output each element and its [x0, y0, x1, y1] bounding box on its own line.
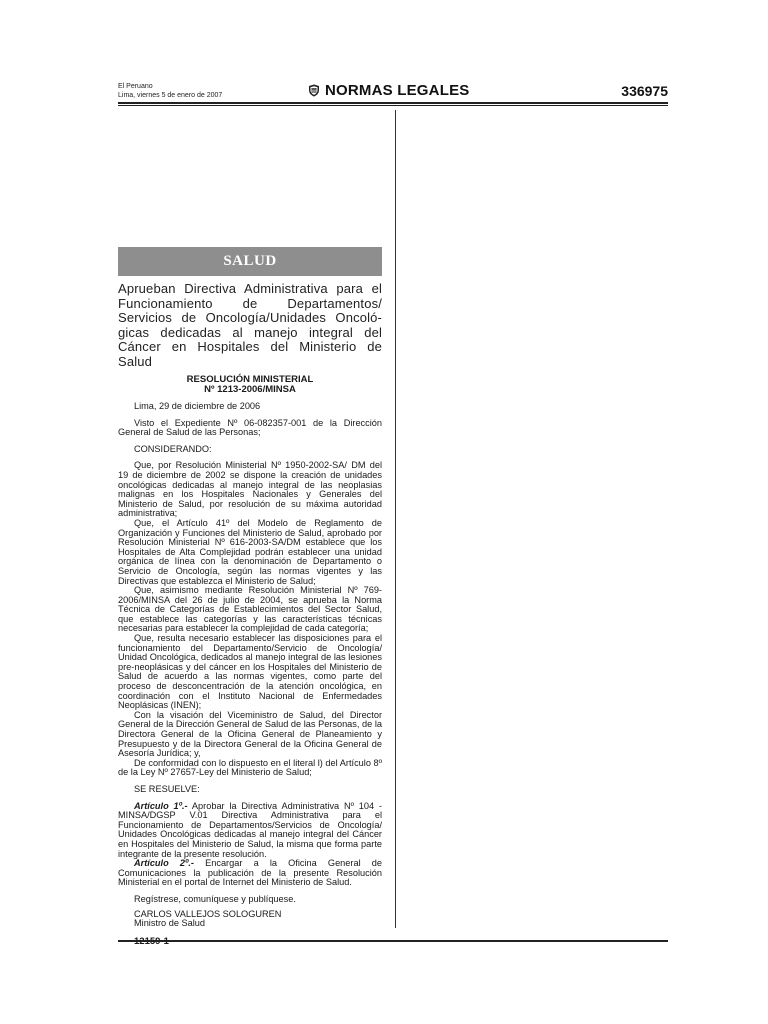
footer-rule	[118, 940, 668, 942]
considerando-3: Que, asimismo mediante Resolución Ministerial Nº 769-2006/MINSA del 26 de julio de 2004, se aprueba la Norma Técnica de Categorías de Establecimientos del Sector Salud, que establece las categorías y las características técnicas necesarias para establecer la complejidad de cada categoría;	[118, 585, 382, 634]
article-headline: Aprueban Directiva Administrativa para el Funcionamiento de Departamentos/ Servicios de Oncología/Unidades Oncoló- gicas dedicadas al manejo integral del Cáncer en Hospitales del Ministerio de Salud	[118, 281, 382, 369]
considerando-heading: CONSIDERANDO:	[134, 443, 212, 454]
coat-of-arms-icon	[308, 84, 320, 97]
resolution-date: Lima, 29 de diciembre de 2006	[134, 401, 261, 411]
considerando-2: Que, el Artículo 41º del Modelo de Reglamento de Organización y Funciones del Ministerio de Salud, aprobado por Resolución Ministerial Nº 616-2003-SA/DM establece que los Hospitales de Alta Complejidad podrán establecer una unidad orgánica de línea con la denominación de Departamento o Servicio de Oncología, según las normas vigentes y las Directivas que establezca el Ministerio de Salud;	[118, 517, 382, 586]
article-1-text: Aprobar la Directiva Administrativa Nº 104 -MINSA/DGSP V.01 Directiva Administrativa para el Funcionamiento de Departamentos/Servicios de Oncología/ Unidades Oncológicas dedicadas al manejo integral del Cáncer en Hospitales del Ministerio de Salud, la misma que forma parte integrante de la presente resolución.	[118, 800, 382, 859]
section-title: NORMAS LEGALES	[325, 82, 470, 99]
resolution-number: Nº 1213-2006/MINSA	[204, 384, 296, 395]
signer-name: CARLOS VALLEJOS SOLOGUREN	[134, 908, 282, 919]
header-center	[308, 82, 469, 99]
issue-date: Lima, viernes 5 de enero de 2007	[118, 92, 223, 99]
page-number: 336975	[621, 83, 668, 99]
paragraph-visto: Visto el Expediente Nº 06-082357-001 de la Dirección General de Salud de las Personas;	[118, 417, 382, 438]
closing-formula: Regístrese, comuníquese y publíquese.	[134, 893, 296, 904]
section-banner-label: SALUD	[223, 253, 277, 269]
article-1	[118, 802, 382, 860]
article-2-label: Artículo 2º.-	[134, 858, 194, 869]
section-banner	[118, 247, 382, 276]
newspaper-name: El Peruano	[118, 83, 153, 90]
article-1-label: Artículo 1º.-	[134, 800, 188, 811]
considerando-5: Con la visación del Viceministro de Salud, del Director General de la Dirección General de Salud de las Personas, de la Directora General de la Oficina General de Planeamiento y Presupuesto y de la Directora General de la Oficina General de Asesoría Jurídica; y,	[118, 709, 382, 759]
header-rule-thin	[118, 105, 668, 106]
resolution-title	[118, 375, 382, 395]
article-column	[118, 282, 382, 946]
column-divider	[395, 110, 396, 928]
header-rule	[118, 102, 668, 104]
article-2-text: Encargar a la Oficina General de Comunicaciones la publicación de la presente Resolución Ministerial en el portal de Internet del Ministerio de Salud.	[118, 858, 382, 888]
signer-role: Ministro de Salud	[134, 918, 205, 929]
resuelve-heading: SE RESUELVE:	[134, 783, 200, 794]
considerando-1: Que, por Resolución Ministerial Nº 1950-2002-SA/ DM del 19 de diciembre de 2002 se dispone la creación de unidades oncológicas dedicadas al manejo integral de las neoplasias malignas en los Hospitales Nacionales y Generales del Ministerio de Salud, por resolución de su máxima autoridad administrativa;	[118, 460, 382, 519]
resolution-title-line1: RESOLUCIÓN MINISTERIAL	[186, 374, 314, 385]
considerando-4: Que, resulta necesario establecer las disposiciones para el funcionamiento del Departamento/Servicio de Oncología/ Unidad Oncológica, dedicados al manejo integral de las lesiones pre-neoplásicas y del cáncer en los Hospitales del Ministerio de Salud de acuerdo a las normas vigentes, como parte del proceso de desconcentración de la atención oncológica, en coordinación con el Instituto Nacional de Enfermedades Neoplásicas (INEN);	[118, 633, 382, 711]
header-left	[118, 82, 222, 100]
considerando-6: De conformidad con lo dispuesto en el literal l) del Artículo 8º de la Ley Nº 27657-Ley del Ministerio de Salud;	[118, 757, 382, 778]
article-2	[118, 859, 382, 888]
